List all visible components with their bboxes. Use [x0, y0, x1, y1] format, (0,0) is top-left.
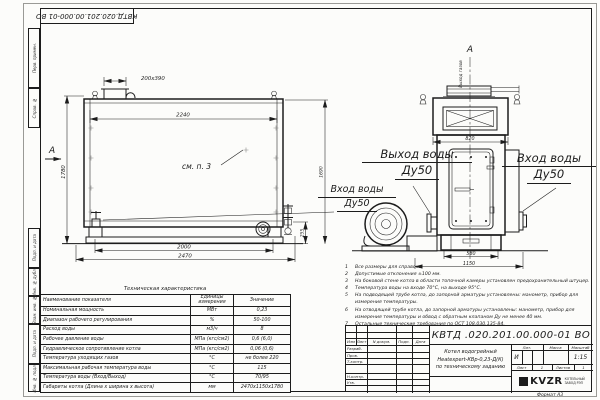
burner-flange-hub — [262, 228, 265, 231]
see-note-text: см. п. 3 — [182, 162, 211, 171]
param-value: 0,23 — [234, 306, 291, 316]
note-text: Температура воды на входе 70°С, на выходе 95°С. — [355, 286, 482, 292]
water-outlet-flange — [427, 214, 431, 232]
fan-hub — [382, 220, 391, 229]
section-label: А — [49, 146, 56, 156]
tech-row — [41, 373, 291, 383]
callout-text: Выход воды — [362, 147, 472, 163]
param-name: Максимальная рабочая температура воды — [41, 364, 191, 374]
param-value: 70/95 — [234, 373, 291, 383]
note-item — [345, 264, 591, 271]
scale-value: 1:15 — [573, 353, 588, 361]
dim-body-length-text: 2240 — [176, 112, 190, 119]
title-block — [345, 325, 592, 392]
tech-row — [41, 364, 291, 374]
eyebolt-base — [420, 100, 426, 104]
logo-subline: ЗАВОД РЭП — [564, 380, 583, 385]
fan-ring — [375, 213, 397, 235]
doc-number-flipped-box — [36, 8, 138, 24]
param-name: Расход воды — [41, 325, 191, 335]
param-value: не более 220 — [234, 354, 291, 364]
param-name: Габариты котла (Длина х ширина х высота) — [41, 383, 191, 393]
col-header: Значение — [234, 294, 291, 306]
param-unit: МВт — [191, 306, 234, 316]
note-number: 3 — [345, 279, 348, 285]
param-name: Температура воды (Вход/Выход) — [41, 373, 191, 383]
note-text: Все размеры для справок. — [355, 265, 421, 270]
callout-dn: Ду50 — [337, 198, 376, 212]
grid-line — [532, 350, 533, 364]
tech-row — [41, 344, 291, 354]
dim-height-text: 1780 — [61, 165, 67, 179]
grid-line — [396, 326, 397, 393]
logo-subline: КОТЕЛЬНЫЙ — [564, 376, 585, 381]
boiler-side-view — [45, 76, 328, 262]
margin-box — [28, 228, 40, 268]
dim-right-height-text: 1690 — [319, 166, 325, 178]
flue-collar — [447, 86, 491, 96]
tech-table-title: Техническая характеристика — [123, 286, 207, 292]
leader-water-inlet-right — [523, 188, 556, 211]
margin-box — [28, 268, 40, 296]
margin-label: Справ. № — [31, 97, 37, 119]
note-number: 1 — [345, 265, 348, 270]
eyebolt-icon — [93, 91, 98, 96]
callout-dn: Ду50 — [527, 167, 571, 183]
technical-notes — [345, 264, 591, 328]
param-unit: °С — [191, 373, 234, 383]
format-label: Формат А3 — [537, 392, 564, 398]
param-name: Диапазон рабочего регулирования — [41, 316, 191, 326]
param-unit: °С — [191, 364, 234, 374]
margin-label: Инв. № дубл. — [31, 267, 37, 297]
dim-overall-length-text: 2470 — [178, 253, 192, 260]
margin-label: Инв. № подл. — [31, 363, 37, 393]
dim-base-height-text: 255 — [300, 228, 306, 238]
logo-mark-icon — [519, 377, 528, 386]
burner-flange-inner — [259, 225, 268, 234]
title-line: Heatexpert-КВр-0,23-Д(К) — [437, 356, 504, 363]
eyebolt-icon — [514, 94, 519, 99]
param-name: Рабочее давление воды — [41, 335, 191, 345]
margin-box — [28, 296, 40, 324]
param-value: 50-100 — [234, 316, 291, 326]
param-name: Гидравлическое сопротивление котла — [41, 344, 191, 354]
grid-line — [346, 364, 429, 365]
margin-label: Подп. и дата — [31, 234, 37, 262]
grid-line — [346, 332, 429, 333]
tech-row — [41, 325, 291, 335]
title-line: по техническому заданию — [435, 364, 506, 371]
boiler-front-view — [103, 45, 556, 269]
lit-value: И — [514, 353, 519, 361]
param-value: 0,06 (0,6) — [234, 344, 291, 354]
doc-number-flipped: КВТД.020.201.00.000-01 ВО — [36, 12, 138, 20]
eyebolt-icon — [420, 94, 425, 99]
sheet-value: 1 — [540, 364, 544, 370]
tech-header-row — [41, 294, 291, 306]
leader-water-outlet — [413, 186, 430, 213]
drawing-title — [430, 345, 511, 376]
eyebolt-icon — [272, 91, 277, 96]
grid-line — [412, 326, 413, 393]
sig-header: Подп. — [398, 339, 410, 344]
lit-header: Лит. — [522, 344, 532, 350]
valve-stem — [91, 211, 101, 219]
dim-nozzle-text: 200х390 — [141, 76, 165, 82]
param-unit: МПа (кгс/см2) — [191, 344, 234, 354]
note-number: 2 — [345, 272, 348, 278]
sig-row-label: Н.контр. — [347, 373, 364, 379]
tech-row — [41, 316, 291, 326]
sheets-label: Листов — [555, 364, 571, 370]
front-base-frame — [441, 235, 501, 250]
title-line: Котел водогрейный — [444, 348, 497, 355]
grid-line — [429, 376, 511, 377]
tech-characteristics — [40, 286, 290, 393]
boiler-leg — [89, 227, 102, 237]
note-text: На отводящей трубе котла, до запорной арматуры установлены: манометр, прибор для измерения температуры и обвод с обратным клапаном Ду не менее 40 мм. — [355, 307, 575, 320]
water-inlet-flange — [519, 212, 523, 230]
tech-row — [41, 354, 291, 364]
margin-label: Перв. примен. — [31, 42, 37, 74]
sig-row-label: Утв. — [347, 379, 355, 385]
mass-header: Масса — [549, 344, 562, 350]
param-unit: м3/ч — [191, 325, 234, 335]
note-text: Допустимые отклонения ±100 мм. — [355, 272, 441, 278]
param-value: 2470х1150х1780 — [234, 383, 291, 393]
param-value: 115 — [234, 364, 291, 374]
note-item — [345, 271, 591, 278]
flue-collar-detail — [443, 86, 519, 97]
param-unit: МПа (кгс/см2) — [191, 335, 234, 345]
sig-header: Лист — [356, 339, 367, 344]
col-header: Наименование показателя — [41, 294, 191, 306]
logo-text: KVZR — [530, 376, 563, 387]
sheet-label: Лист — [516, 364, 527, 370]
col-header: Единицы измерения — [191, 294, 234, 306]
fan-base — [362, 246, 409, 251]
valve-body — [92, 219, 100, 227]
dim-door-width-text: 580 — [466, 251, 476, 257]
sig-header: Дата — [415, 339, 426, 344]
dim-top-width-text: 820 — [465, 137, 475, 142]
tech-row — [41, 335, 291, 345]
note-number: 4 — [345, 286, 348, 292]
tech-table — [40, 294, 291, 393]
callout-water-inlet-left — [318, 184, 396, 212]
param-unit: % — [191, 316, 234, 326]
tech-row — [41, 306, 291, 316]
logo-subtext — [565, 378, 585, 386]
company-logo — [511, 370, 593, 393]
callout-text: Вход воды — [502, 151, 596, 167]
sig-row-label: Разраб. — [347, 346, 362, 351]
gas-outlet-label: Выход газов — [458, 60, 463, 88]
base-frame-ribs — [451, 235, 491, 250]
note-text: На подводящей трубе котла, до запорной арматуры установлены: манометр, прибор для измерения температуры. — [355, 293, 579, 306]
leader-water-inlet-left — [103, 212, 334, 220]
param-unit: мм — [191, 383, 234, 393]
margin-label: Взам. инв. № — [31, 296, 37, 324]
note-number: 5 — [345, 293, 348, 299]
sig-header: Изм — [347, 339, 355, 344]
dim-overall-width-text: 1150 — [462, 261, 476, 267]
valve-stack-flange — [285, 228, 291, 234]
view-label: А — [466, 45, 474, 55]
margin-box — [28, 364, 40, 392]
margin-label: Подп. и дата — [31, 330, 37, 358]
margin-box — [28, 28, 40, 88]
sig-row-label: Т.контр. — [347, 358, 364, 364]
note-number: 6 — [345, 307, 348, 313]
tech-row — [41, 383, 291, 393]
eyebolt-base — [514, 100, 520, 104]
dim-base-length-text: 2000 — [177, 244, 191, 251]
param-value: 8 — [234, 325, 291, 335]
note-item — [345, 292, 591, 306]
skid-beam — [86, 237, 283, 243]
water-inlet-stub — [523, 215, 527, 227]
callout-dn: Ду50 — [395, 163, 439, 179]
param-value: 0,6 (6,0) — [234, 335, 291, 345]
note-item — [345, 285, 591, 292]
grid-line — [522, 350, 523, 364]
sheets-value: 1 — [582, 364, 585, 370]
callout-water-outlet — [362, 147, 472, 180]
note-item — [345, 307, 591, 321]
doc-number: КВТД .020.201.00.000-01 ВО — [431, 329, 591, 341]
note-text: На боковой стене котла в области топочной камеры установлен предохранительный штуцер. — [355, 279, 590, 285]
margin-box — [28, 88, 40, 128]
sig-header: N докум. — [372, 339, 391, 344]
base-frame-detail — [463, 239, 479, 243]
scale-header: Масштаб — [571, 344, 590, 350]
note-item — [345, 278, 591, 285]
sig-row-label: Пров. — [347, 352, 359, 358]
margin-box — [28, 324, 40, 364]
callout-water-inlet-right — [502, 151, 596, 184]
param-name: Температура уходящих газов — [41, 354, 191, 364]
water-outlet-stub — [431, 217, 437, 229]
param-name: Номинальная мощность — [41, 306, 191, 316]
grid-line — [367, 326, 368, 393]
flue-nozzle — [101, 89, 129, 99]
grid-line — [346, 385, 429, 386]
fan-duct — [407, 236, 437, 251]
flue-spout — [126, 93, 135, 98]
callout-text: Вход воды — [318, 184, 396, 198]
door-handle — [455, 188, 470, 191]
param-unit: °С — [191, 354, 234, 364]
